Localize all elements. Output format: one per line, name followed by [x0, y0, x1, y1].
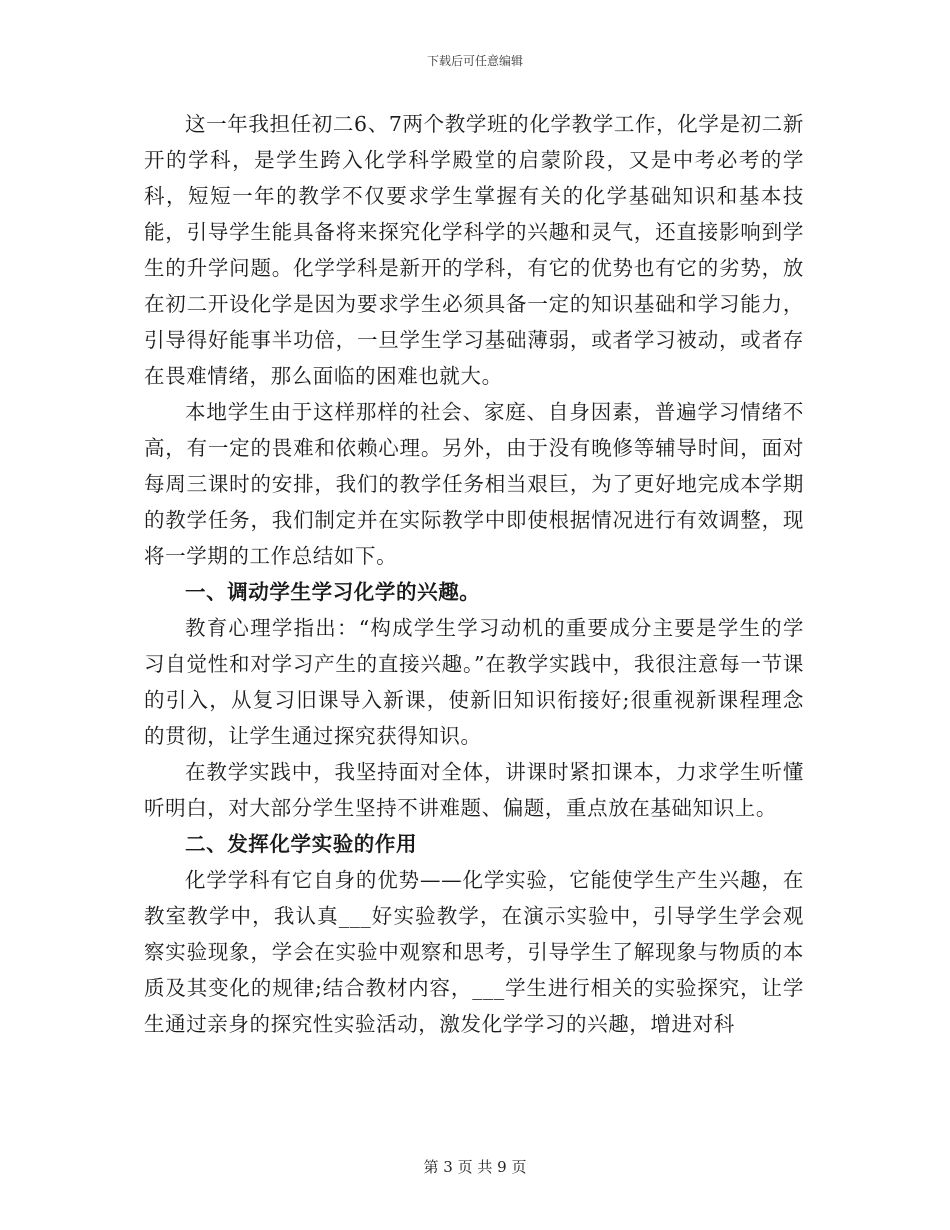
paragraph-student-situation: 本地学生由于这样那样的社会、家庭、自身因素，普遍学习情绪不高，有一定的畏难和依赖心理。另外，由于没有晚修等辅导时间，面对每周三课时的安排，我们的教学任务相当艰巨，为了更好地完成本学期的教学任务，我们制定并在实际教学中即使根据情况进行有效调整，现将一学期的工作总结如下。: [144, 400, 804, 568]
page-header: 下载后可任意编辑: [426, 54, 523, 68]
document-body: [144, 106, 804, 1042]
paragraph-motivation: 教育心理学指出：“构成学生学习动机的重要成分主要是学生的学习自觉性和对学习产生的直接兴趣。”在教学实践中，我很注意每一节课的引入，从复习旧课导入新课，使新旧知识衔接好;很重视新课程理念的贯彻，让学生通过探究获得知识。: [144, 616, 804, 748]
page-number: 第 3 页 共 9 页: [423, 1158, 527, 1176]
paragraph-intro: 这一年我担任初二6、7两个教学班的化学教学工作，化学是初二新开的学科，是学生跨入化学科学殿堂的启蒙阶段，又是中考必考的学科，短短一年的教学不仅要求学生掌握有关的化学基础知识和基本技能，引导学生能具备将来探究化学科学的兴趣和灵气，还直接影响到学生的升学问题。化学学科是新开的学科，有它的优势也有它的劣势，放在初二开设化学是因为要求学生必须具备一定的知识基础和学习能力，引导得好能事半功倍，一旦学生学习基础薄弱，或者学习被动，或者存在畏难情绪，那么面临的困难也就大。: [144, 112, 804, 388]
section-heading-2: 二、发挥化学实验的作用: [185, 832, 418, 856]
paragraph-experiments: 化学学科有它自身的优势——化学实验，它能使学生产生兴趣，在教室教学中，我认真___好实验教学，在演示实验中，引导学生学会观察实验现象，学会在实验中观察和思考，引导学生了解现象与物质的本质及其变化的规律;结合教材内容，___学生进行相关的实验探究，让学生通过亲身的探究性实验活动，激发化学学习的兴趣，增进对科: [144, 868, 804, 1036]
section-heading-1: 一、调动学生学习化学的兴趣。: [185, 580, 481, 604]
paragraph-teaching-practice: 在教学实践中，我坚持面对全体，讲课时紧扣课本，力求学生听懂听明白，对大部分学生坚持不讲难题、偏题，重点放在基础知识上。: [144, 760, 804, 820]
